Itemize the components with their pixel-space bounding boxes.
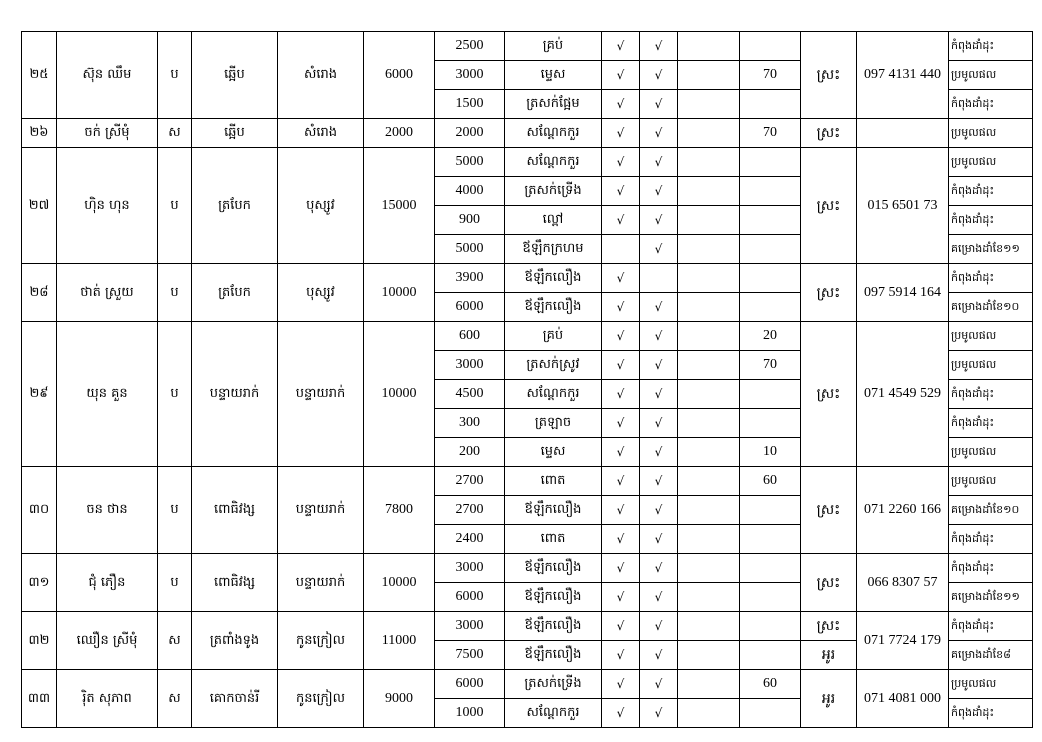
crop-cell: ឪឡឹកលឿង — [505, 554, 602, 583]
empty-cell — [678, 61, 740, 90]
village-cell: ត្របែក — [192, 148, 278, 264]
plot-area-cell: 4500 — [435, 380, 505, 409]
empty-cell — [678, 554, 740, 583]
commune-cell: បន្ទាយរាក់ — [278, 467, 364, 554]
commune-cell: សំរោង — [278, 32, 364, 119]
status-cell: ប្រមូលផល — [949, 670, 1033, 699]
crop-cell: ត្រឡាច — [505, 409, 602, 438]
check-cell-1: √ — [602, 119, 640, 148]
yield-cell — [740, 235, 801, 264]
village-cell: ត្រពាំងទូង — [192, 612, 278, 670]
check-cell-1: √ — [602, 496, 640, 525]
crop-cell: ឪឡឹកលឿង — [505, 641, 602, 670]
empty-cell — [678, 612, 740, 641]
check-cell-2: √ — [640, 32, 678, 61]
plot-area-cell: 2500 — [435, 32, 505, 61]
total-area-cell: 9000 — [364, 670, 435, 728]
empty-cell — [678, 496, 740, 525]
check-cell-2: √ — [640, 612, 678, 641]
status-cell: ប្រមូលផល — [949, 148, 1033, 177]
farmer-name-cell: ជុំ ភឿន — [57, 554, 158, 612]
empty-cell — [678, 670, 740, 699]
check-cell-2: √ — [640, 670, 678, 699]
farmer-name-cell: ថាត់ ស្រួយ — [57, 264, 158, 322]
status-cell: គម្រោងដាំខែ១១ — [949, 583, 1033, 612]
status-cell: គម្រោងដាំខែ១១ — [949, 235, 1033, 264]
village-cell: ត្របែក — [192, 264, 278, 322]
farmer-name-cell: យុន គួន — [57, 322, 158, 467]
total-area-cell: 6000 — [364, 32, 435, 119]
row-number-cell: ៣០ — [22, 467, 57, 554]
village-cell: គោកចាន់រី — [192, 670, 278, 728]
plot-area-cell: 3900 — [435, 264, 505, 293]
crop-cell: គ្រប់ — [505, 32, 602, 61]
check-cell-1: √ — [602, 90, 640, 119]
check-cell-1: √ — [602, 61, 640, 90]
yield-cell: 10 — [740, 438, 801, 467]
plot-area-cell: 1500 — [435, 90, 505, 119]
empty-cell — [678, 380, 740, 409]
plot-area-cell: 600 — [435, 322, 505, 351]
empty-cell — [678, 177, 740, 206]
village-cell: ពោធិវង្ស — [192, 554, 278, 612]
check-cell-1: √ — [602, 583, 640, 612]
check-cell-2: √ — [640, 119, 678, 148]
check-cell-2: √ — [640, 235, 678, 264]
crop-cell: ម្ទេស — [505, 61, 602, 90]
yield-cell — [740, 583, 801, 612]
check-cell-2: √ — [640, 467, 678, 496]
commune-cell: បុស្សូវ — [278, 264, 364, 322]
check-cell-2: √ — [640, 496, 678, 525]
crop-cell: ពោត — [505, 525, 602, 554]
crop-cell: ឪឡឹកក្រហម — [505, 235, 602, 264]
check-cell-1: √ — [602, 293, 640, 322]
check-cell-2: √ — [640, 583, 678, 612]
check-cell-2: √ — [640, 351, 678, 380]
check-cell-1: √ — [602, 641, 640, 670]
crop-cell: ពោត — [505, 467, 602, 496]
yield-cell: 70 — [740, 61, 801, 90]
farmer-name-cell: រ៉ិត សុភាព — [57, 670, 158, 728]
empty-cell — [678, 148, 740, 177]
yield-cell — [740, 148, 801, 177]
status-cell: កំពុងដាំដុះ — [949, 409, 1033, 438]
crop-cell: ឪឡឹកលឿង — [505, 293, 602, 322]
phone-cell: 071 4081 000 — [857, 670, 949, 728]
table-row — [22, 264, 1033, 293]
total-area-cell: 7800 — [364, 467, 435, 554]
total-area-cell: 15000 — [364, 148, 435, 264]
crop-cell: ឪឡឹកលឿង — [505, 583, 602, 612]
commune-cell: បន្ទាយរាក់ — [278, 554, 364, 612]
water-source-cell: ស្រះ — [801, 467, 857, 554]
empty-cell — [678, 235, 740, 264]
row-number-cell: ២៥ — [22, 32, 57, 119]
check-cell-1 — [602, 235, 640, 264]
empty-cell — [678, 641, 740, 670]
check-cell-1: √ — [602, 380, 640, 409]
check-cell-2: √ — [640, 177, 678, 206]
plot-area-cell: 3000 — [435, 61, 505, 90]
phone-cell: 071 4549 529 — [857, 322, 949, 467]
plot-area-cell: 5000 — [435, 235, 505, 264]
check-cell-1: √ — [602, 699, 640, 728]
plot-area-cell: 3000 — [435, 612, 505, 641]
check-cell-1: √ — [602, 467, 640, 496]
table-row — [22, 670, 1033, 699]
check-cell-2: √ — [640, 61, 678, 90]
check-cell-1: √ — [602, 264, 640, 293]
check-cell-1: √ — [602, 148, 640, 177]
crop-cell: ត្រសក់ទ្រើង — [505, 177, 602, 206]
sex-cell: ប — [158, 322, 192, 467]
commune-cell: កូនក្រៀល — [278, 670, 364, 728]
check-cell-2: √ — [640, 525, 678, 554]
plot-area-cell: 200 — [435, 438, 505, 467]
empty-cell — [678, 467, 740, 496]
crop-cell: សណ្តែកកួរ — [505, 119, 602, 148]
empty-cell — [678, 409, 740, 438]
table-body — [22, 32, 1033, 728]
crop-cell: សណ្តែកកួរ — [505, 380, 602, 409]
water-source-cell: ស្រះ — [801, 264, 857, 322]
check-cell-2: √ — [640, 438, 678, 467]
check-cell-2: √ — [640, 409, 678, 438]
yield-cell — [740, 612, 801, 641]
table-row — [22, 612, 1033, 641]
plot-area-cell: 3000 — [435, 351, 505, 380]
empty-cell — [678, 32, 740, 61]
check-cell-2: √ — [640, 293, 678, 322]
plot-area-cell: 2000 — [435, 119, 505, 148]
yield-cell: 70 — [740, 119, 801, 148]
yield-cell — [740, 554, 801, 583]
plot-area-cell: 6000 — [435, 670, 505, 699]
check-cell-1: √ — [602, 206, 640, 235]
crop-cell: ឪឡឹកលឿង — [505, 496, 602, 525]
farmer-name-cell: ចន ថាន — [57, 467, 158, 554]
plot-area-cell: 7500 — [435, 641, 505, 670]
empty-cell — [678, 90, 740, 119]
check-cell-1: √ — [602, 177, 640, 206]
row-number-cell: ២៦ — [22, 119, 57, 148]
plot-area-cell: 900 — [435, 206, 505, 235]
status-cell: កំពុងដាំដុះ — [949, 612, 1033, 641]
table-row — [22, 32, 1033, 61]
row-number-cell: ២៩ — [22, 322, 57, 467]
yield-cell: 60 — [740, 670, 801, 699]
status-cell: កំពុងដាំដុះ — [949, 32, 1033, 61]
status-cell: កំពុងដាំដុះ — [949, 90, 1033, 119]
status-cell: កំពុងដាំដុះ — [949, 177, 1033, 206]
yield-cell: 60 — [740, 467, 801, 496]
plot-area-cell: 2700 — [435, 496, 505, 525]
sex-cell: ស — [158, 119, 192, 148]
status-cell: គម្រោងដាំខែ៨ — [949, 641, 1033, 670]
water-source-cell: ស្រះ — [801, 322, 857, 467]
empty-cell — [678, 351, 740, 380]
sex-cell: ប — [158, 32, 192, 119]
row-number-cell: ២៧ — [22, 148, 57, 264]
status-cell: កំពុងដាំដុះ — [949, 554, 1033, 583]
village-cell: ពោធិវង្ស — [192, 467, 278, 554]
sex-cell: ស — [158, 612, 192, 670]
status-cell: ប្រមូលផល — [949, 467, 1033, 496]
status-cell: ប្រមូលផល — [949, 322, 1033, 351]
check-cell-2 — [640, 264, 678, 293]
crop-cell: ត្រសក់ទ្រើង — [505, 670, 602, 699]
crop-cell: ល្ពៅ — [505, 206, 602, 235]
status-cell: គម្រោងដាំខែ១០ — [949, 496, 1033, 525]
empty-cell — [678, 119, 740, 148]
crop-cell: គ្រប់ — [505, 322, 602, 351]
check-cell-1: √ — [602, 670, 640, 699]
total-area-cell: 2000 — [364, 119, 435, 148]
crop-cell: សណ្តែកកួរ — [505, 699, 602, 728]
status-cell: កំពុងដាំដុះ — [949, 206, 1033, 235]
status-cell: ប្រមូលផល — [949, 61, 1033, 90]
total-area-cell: 10000 — [364, 554, 435, 612]
status-cell: គម្រោងដាំខែ១០ — [949, 293, 1033, 322]
status-cell: ប្រមូលផល — [949, 351, 1033, 380]
yield-cell — [740, 409, 801, 438]
table-row — [22, 119, 1033, 148]
yield-cell — [740, 641, 801, 670]
check-cell-1: √ — [602, 409, 640, 438]
status-cell: កំពុងដាំដុះ — [949, 380, 1033, 409]
commune-cell: បន្ទាយរាក់ — [278, 322, 364, 467]
yield-cell — [740, 699, 801, 728]
status-cell: កំពុងដាំដុះ — [949, 525, 1033, 554]
status-cell: ប្រមូលផល — [949, 119, 1033, 148]
table-row — [22, 148, 1033, 177]
commune-cell: សំរោង — [278, 119, 364, 148]
crop-cell: ម្ទេស — [505, 438, 602, 467]
sex-cell: ប — [158, 554, 192, 612]
empty-cell — [678, 206, 740, 235]
yield-cell — [740, 496, 801, 525]
sex-cell: ប — [158, 148, 192, 264]
empty-cell — [678, 264, 740, 293]
check-cell-2: √ — [640, 148, 678, 177]
yield-cell — [740, 293, 801, 322]
sex-cell: ស — [158, 670, 192, 728]
yield-cell: 20 — [740, 322, 801, 351]
check-cell-2: √ — [640, 641, 678, 670]
phone-cell: 097 5914 164 — [857, 264, 949, 322]
phone-cell: 097 4131 440 — [857, 32, 949, 119]
check-cell-1: √ — [602, 32, 640, 61]
farmer-name-cell: ស៊ុន ឈឹម — [57, 32, 158, 119]
water-source-cell: ស្រះ — [801, 612, 857, 641]
water-source-cell: អូរ — [801, 670, 857, 728]
yield-cell — [740, 90, 801, 119]
empty-cell — [678, 525, 740, 554]
water-source-cell: ស្រះ — [801, 119, 857, 148]
row-number-cell: ២៨ — [22, 264, 57, 322]
check-cell-1: √ — [602, 322, 640, 351]
water-source-cell: ស្រះ — [801, 32, 857, 119]
status-cell: កំពុងដាំដុះ — [949, 264, 1033, 293]
village-cell: ឆ្អើប — [192, 119, 278, 148]
plot-area-cell: 300 — [435, 409, 505, 438]
farmer-name-cell: ចក់ ស្រីមុំ — [57, 119, 158, 148]
yield-cell — [740, 32, 801, 61]
commune-cell: បុស្សូវ — [278, 148, 364, 264]
sex-cell: ប — [158, 467, 192, 554]
yield-cell — [740, 264, 801, 293]
phone-cell: 066 8307 57 — [857, 554, 949, 612]
phone-cell: 071 7724 179 — [857, 612, 949, 670]
crop-cell: ត្រសក់ផ្អែម — [505, 90, 602, 119]
empty-cell — [678, 699, 740, 728]
check-cell-2: √ — [640, 380, 678, 409]
empty-cell — [678, 322, 740, 351]
plot-area-cell: 3000 — [435, 554, 505, 583]
check-cell-1: √ — [602, 612, 640, 641]
plot-area-cell: 4000 — [435, 177, 505, 206]
plot-area-cell: 1000 — [435, 699, 505, 728]
table-row — [22, 467, 1033, 496]
check-cell-2: √ — [640, 699, 678, 728]
table-row — [22, 554, 1033, 583]
village-cell: បន្ទាយរាក់ — [192, 322, 278, 467]
village-cell: ឆ្អើប — [192, 32, 278, 119]
plot-area-cell: 5000 — [435, 148, 505, 177]
empty-cell — [678, 438, 740, 467]
plot-area-cell: 6000 — [435, 583, 505, 612]
total-area-cell: 10000 — [364, 264, 435, 322]
phone-cell: 071 2260 166 — [857, 467, 949, 554]
check-cell-2: √ — [640, 206, 678, 235]
water-source-cell: ស្រះ — [801, 554, 857, 612]
empty-cell — [678, 583, 740, 612]
water-source-cell: អូរ — [801, 641, 857, 670]
sex-cell: ប — [158, 264, 192, 322]
check-cell-1: √ — [602, 525, 640, 554]
empty-cell — [678, 293, 740, 322]
crop-cell: ឪឡឹកលឿង — [505, 612, 602, 641]
status-cell: កំពុងដាំដុះ — [949, 699, 1033, 728]
row-number-cell: ៣២ — [22, 612, 57, 670]
plot-area-cell: 2700 — [435, 467, 505, 496]
yield-cell: 70 — [740, 351, 801, 380]
farmer-table — [21, 31, 1033, 728]
farmer-name-cell: ឈឿន ស្រីមុំ — [57, 612, 158, 670]
row-number-cell: ៣១ — [22, 554, 57, 612]
status-cell: ប្រមូលផល — [949, 438, 1033, 467]
total-area-cell: 11000 — [364, 612, 435, 670]
plot-area-cell: 6000 — [435, 293, 505, 322]
check-cell-2: √ — [640, 322, 678, 351]
yield-cell — [740, 206, 801, 235]
farmer-name-cell: ហ៊ិន ហុន — [57, 148, 158, 264]
check-cell-1: √ — [602, 554, 640, 583]
row-number-cell: ៣៣ — [22, 670, 57, 728]
crop-cell: ត្រសក់ស្រូវ — [505, 351, 602, 380]
table-row — [22, 322, 1033, 351]
yield-cell — [740, 525, 801, 554]
total-area-cell: 10000 — [364, 322, 435, 467]
crop-cell: ឪឡឹកលឿង — [505, 264, 602, 293]
check-cell-2: √ — [640, 90, 678, 119]
phone-cell — [857, 119, 949, 148]
yield-cell — [740, 177, 801, 206]
crop-cell: សណ្តែកកួរ — [505, 148, 602, 177]
check-cell-1: √ — [602, 351, 640, 380]
phone-cell: 015 6501 73 — [857, 148, 949, 264]
water-source-cell: ស្រះ — [801, 148, 857, 264]
yield-cell — [740, 380, 801, 409]
check-cell-1: √ — [602, 438, 640, 467]
commune-cell: កូនក្រៀល — [278, 612, 364, 670]
check-cell-2: √ — [640, 554, 678, 583]
plot-area-cell: 2400 — [435, 525, 505, 554]
